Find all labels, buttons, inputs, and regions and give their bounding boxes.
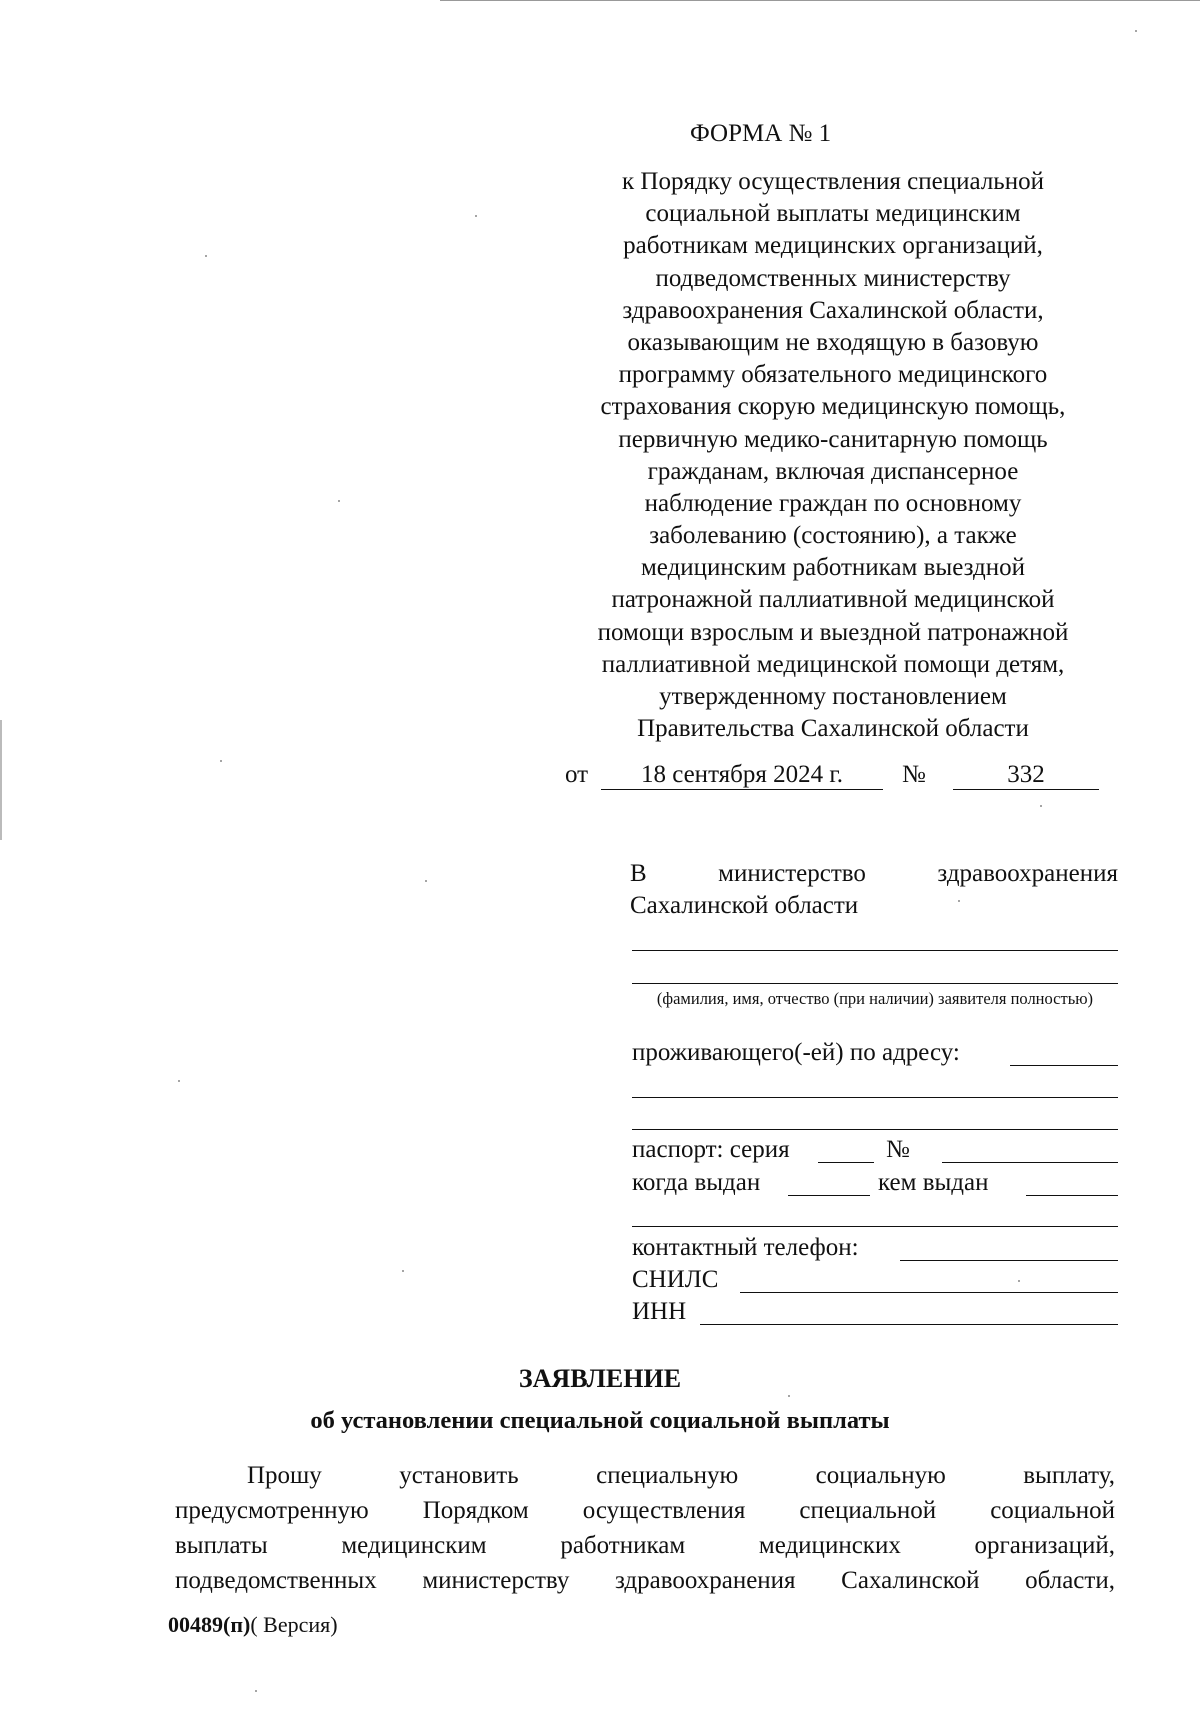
document-subtitle: об установлении специальной социальной выплаты (310, 1407, 890, 1434)
body-line (175, 1493, 1115, 1528)
approval-line: программу обязательного медицинского (618, 361, 1048, 389)
issued-when-field[interactable] (788, 1167, 870, 1196)
body-word: работникам (560, 1532, 686, 1559)
issued-by-label: кем выдан (878, 1169, 989, 1196)
passport-number-label: № (886, 1136, 910, 1163)
approval-line: помощи взрослым и выездной патронажной (597, 618, 1069, 646)
approval-line: работникам медицинских организаций, (623, 232, 1043, 260)
body-word: специальную (596, 1462, 739, 1489)
approval-line: медицинским работникам выездной (640, 554, 1026, 582)
body-word: установить (399, 1462, 519, 1489)
approval-line: заболеванию (состоянию), а также (649, 522, 1017, 550)
applicant-name-caption: (фамилия, имя, отчество (при наличии) заявителя полностью) (656, 989, 1094, 1008)
inn-label: ИНН (632, 1298, 687, 1325)
addressee-word: В (630, 860, 647, 887)
snils-field[interactable] (740, 1264, 1118, 1293)
passport-series-label: паспорт: серия (632, 1136, 790, 1163)
issued-by-line[interactable] (632, 1226, 1118, 1227)
body-word: Прошу (247, 1462, 322, 1489)
scan-speck (402, 1270, 404, 1272)
issued-by-field[interactable] (1026, 1167, 1118, 1196)
issued-row (632, 1167, 1120, 1199)
body-word: Сахалинской (841, 1567, 980, 1594)
body-word: выплаты (175, 1532, 268, 1559)
document-code (168, 1612, 338, 1638)
body-line (175, 1563, 1115, 1598)
approval-line: патронажной паллиативной медицинской (611, 586, 1055, 614)
body-word: предусмотренную (175, 1497, 369, 1524)
approval-line: страхования скорую медицинскую помощь, (600, 393, 1066, 421)
scan-speck (1040, 805, 1042, 807)
decree-number: 332 (953, 761, 1099, 790)
address-row (632, 1037, 1120, 1069)
approval-line: здравоохранения Сахалинской области, (622, 296, 1044, 324)
scan-speck (788, 1395, 790, 1397)
snils-row (632, 1264, 1120, 1296)
body-word: министерству (422, 1567, 570, 1594)
body-word: здравоохранения (614, 1567, 796, 1594)
body-line (175, 1528, 1115, 1563)
scan-speck (475, 215, 477, 217)
decree-number-label: № (902, 761, 926, 788)
addressee-line-2: Сахалинской области (630, 892, 859, 919)
body-word: специальной (799, 1497, 937, 1524)
applicant-name-line[interactable] (632, 983, 1118, 984)
passport-number-field[interactable] (942, 1134, 1118, 1163)
scan-speck (425, 880, 427, 882)
passport-row (632, 1134, 1120, 1166)
scan-speck (220, 760, 222, 762)
scan-speck (338, 500, 340, 502)
addressee-word: здравоохранения (937, 860, 1118, 887)
form-number: ФОРМА № 1 (690, 120, 832, 147)
body-word: области, (1025, 1567, 1115, 1594)
approval-line: наблюдение граждан по основному (644, 489, 1022, 517)
addressee-block (630, 858, 1118, 922)
body-word: медицинским (341, 1532, 487, 1559)
body-line (175, 1458, 1115, 1493)
address-line[interactable] (632, 1129, 1118, 1130)
passport-series-field[interactable] (818, 1134, 874, 1163)
body-word: осуществления (582, 1497, 746, 1524)
approval-line: социальной выплаты медицинским (645, 200, 1021, 228)
application-body (175, 1458, 1115, 1598)
body-word: выплату, (1023, 1462, 1115, 1489)
document-code-number: 00489(п) (168, 1612, 251, 1637)
document-title: ЗАЯВЛЕНИЕ (518, 1364, 682, 1393)
approval-line: Правительства Сахалинской области (637, 715, 1029, 743)
address-line[interactable] (632, 1097, 1118, 1098)
address-field[interactable] (1010, 1037, 1118, 1066)
approval-line: утвержденному постановлением (659, 683, 1007, 710)
scan-speck (1018, 1280, 1020, 1282)
phone-row (632, 1232, 1120, 1264)
approval-line: первичную медико-санитарную помощь (618, 425, 1048, 453)
body-word: социальной (990, 1497, 1115, 1524)
body-word: медицинских (758, 1532, 901, 1559)
phone-field[interactable] (900, 1232, 1118, 1261)
scan-speck (255, 1690, 257, 1692)
decree-date: 18 сентября 2024 г. (601, 761, 883, 790)
inn-field[interactable] (700, 1296, 1118, 1325)
scan-edge-line (0, 720, 2, 840)
addressee-word: министерство (718, 860, 866, 887)
decree-from-label: от (565, 761, 589, 788)
scan-edge-line (440, 0, 1200, 1)
phone-label: контактный телефон: (632, 1234, 859, 1261)
approval-line: паллиативной медицинской помощи детям, (601, 650, 1065, 678)
scan-speck (958, 900, 960, 902)
body-word: социальную (815, 1462, 946, 1489)
decree-reference (565, 761, 1125, 793)
body-word: Порядком (422, 1497, 529, 1524)
scan-speck (1135, 30, 1137, 32)
inn-row (632, 1296, 1120, 1328)
address-label: проживающего(-ей) по адресу: (632, 1039, 960, 1066)
approval-reference (548, 166, 1118, 745)
scan-speck (178, 1080, 180, 1082)
approval-line: гражданам, включая диспансерное (647, 457, 1019, 485)
body-word: организаций, (974, 1532, 1115, 1559)
approval-line: оказывающим не входящую в базовую (627, 328, 1039, 356)
approval-line: подведомственных министерству (655, 264, 1011, 292)
approval-line: к Порядку осуществления специальной (622, 168, 1044, 195)
scan-speck (205, 255, 207, 257)
applicant-name-line[interactable] (632, 950, 1118, 951)
body-word: подведомственных (175, 1567, 377, 1594)
document-version: ( Версия) (250, 1612, 338, 1637)
snils-label: СНИЛС (632, 1266, 719, 1293)
issued-when-label: когда выдан (632, 1169, 761, 1196)
